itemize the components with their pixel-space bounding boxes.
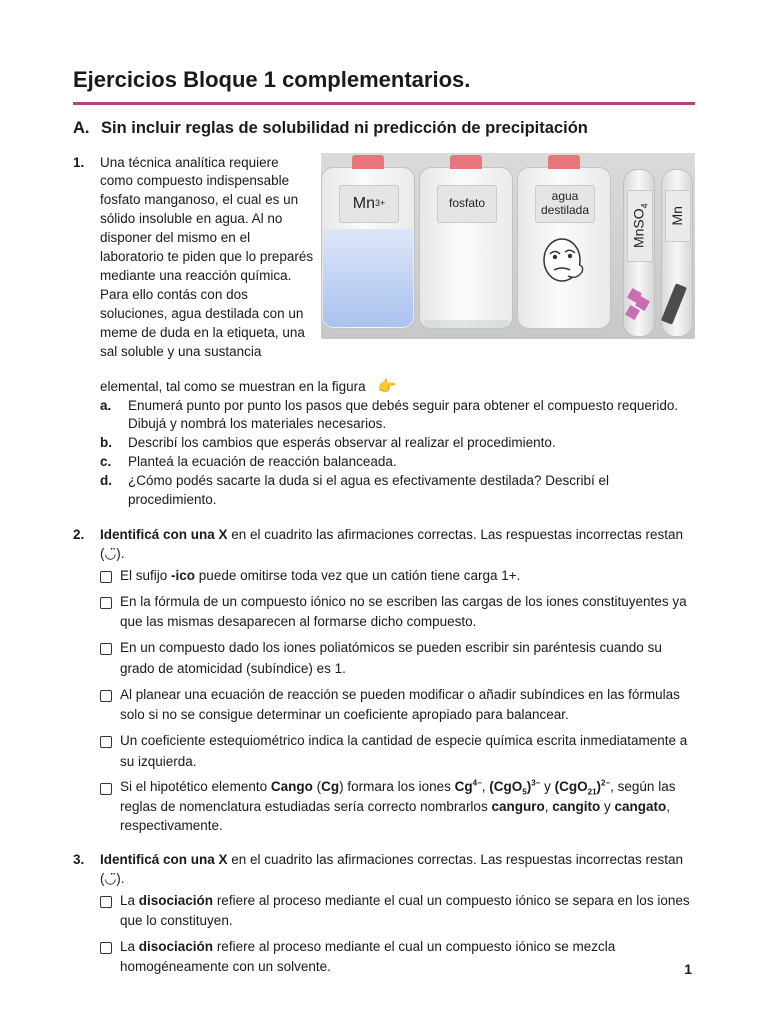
bottle-cap [450,155,482,169]
question-1-text-end: elemental, tal como se muestran en la figura 👉 [100,377,397,395]
question-number: 1. [73,154,85,170]
pink-crystals-icon [626,288,650,322]
question-2 [73,526,695,835]
list-item: En un compuesto dado los iones poliatómicos se pueden escribir sin paréntesis cuando su grado de atomicidad (subíndice) es 1. [100,638,695,679]
answer-checkbox[interactable] [100,736,112,748]
list-item: Un coeficiente estequiométrico indica la cantidad de especie química escrita inmediatamente a su izquierda. [100,731,695,772]
bottle-cap [548,155,580,169]
question-3-options [100,891,695,978]
bottle-label: Mn 3+ [339,185,399,223]
question-2-intro: Identificá con una X en el cuadrito las afirmaciones correctas. Las respuestas incorrectas restan (◡̈). [100,526,683,561]
answer-checkbox[interactable] [100,942,112,954]
section-heading [73,117,695,140]
list-item: En la fórmula de un compuesto iónico no se escriben las cargas de los iones constituyentes ya que las mismas desaparecen al formarse dicho compuesto. [100,592,695,633]
question-3-intro: Identificá con una X en el cuadrito las afirmaciones correctas. Las respuestas incorrectas restan (◡̈). [100,851,683,886]
list-item: El sufijo -ico puede omitirse toda vez que un catión tiene carga 1+. [100,566,695,586]
list-item: Al planear una ecuación de reacción se pueden modificar o añadir subíndices en las fórmulas solo si no se consigue determinar un coeficiente apropiado para balancear. [100,685,695,726]
list-item: Si el hipotético elemento Cango (Cg) formara los iones $Cg^{4-}$, $(CgO_5)^{3-}$ y $(CgO_{21})^{2-}$, según las reglas de nomenclatura estudiadas sería correcto nombrarlos canguro, cangito y cangato, respectivamente. [100,778,695,835]
tube-label: Mn [665,190,691,242]
bottle-cap [352,155,384,169]
title-divider [73,102,695,105]
page-number: 1 [684,961,692,977]
tube-mnso4 [623,169,655,337]
question-number: 3. [73,851,85,867]
list-item: La disociación refiere al proceso mediante el cual un compuesto iónico se mezcla homogéneamente con un solvente. [100,937,695,978]
list-item: d. ¿Cómo podés sacarte la duda si el agua es efectivamente destilada? Describí el procedimiento. [100,473,610,508]
page-title: Ejercicios Bloque 1 complementarios. [73,67,471,92]
answer-checkbox[interactable] [100,690,112,702]
list-item: c. Planteá la ecuación de reacción balanceada. [100,454,397,470]
section-letter: A. [73,118,90,137]
smile-face-icon: ◡̈ [104,870,117,886]
bottle-fosfato [419,167,513,329]
answer-checkbox[interactable] [100,896,112,908]
question-3 [73,851,695,978]
document-page [73,66,695,994]
section-title: Sin incluir reglas de solubilidad ni predicción de precipitación [101,118,588,137]
smile-face-icon: ◡̈ [104,545,117,561]
bottle-mn-solution [321,167,415,329]
list-item: a. Enumerá punto por punto los pasos que debés seguir para obtener el compuesto requerido. Dibujá y nombrá los materiales necesarios. [100,397,679,432]
question-1-subitems [100,397,695,510]
question-1-text: Una técnica analítica requiere como compuesto indispensable fosfato manganoso, el cual es un sólido insoluble en agua. Al no disponer del mismo en el laboratorio te piden que lo preparés mediante una reacción química. Para ello contás con dos soluciones, agua destilada con un meme de duda en la etiqueta, una sal soluble y una sustancia [100,154,314,359]
question-number: 2. [73,526,85,542]
pointing-hand-icon: 👉 [377,377,397,395]
lab-materials-figure [321,153,695,339]
answer-checkbox[interactable] [100,597,112,609]
tube-label: MnSO$_4$ [627,190,653,262]
question-2-options [100,566,695,835]
list-item: b. Describí los cambios que esperás observar al realizar el procedimiento. [100,435,556,451]
bottle-label: fosfato [437,185,497,223]
answer-checkbox[interactable] [100,571,112,583]
metal-rod-icon [661,283,687,325]
bottle-liquid [323,229,413,327]
list-item: La disociación refiere al proceso mediante el cual un compuesto iónico se separa en los iones que lo constituyen. [100,891,695,932]
bottle-label: agua destilada [535,185,595,223]
question-1 [73,154,695,510]
answer-checkbox[interactable] [100,643,112,655]
answer-checkbox[interactable] [100,783,112,795]
bottle-agua-destilada [517,167,611,329]
tube-mn-metal [661,169,693,337]
thinking-meme-icon [538,236,590,288]
